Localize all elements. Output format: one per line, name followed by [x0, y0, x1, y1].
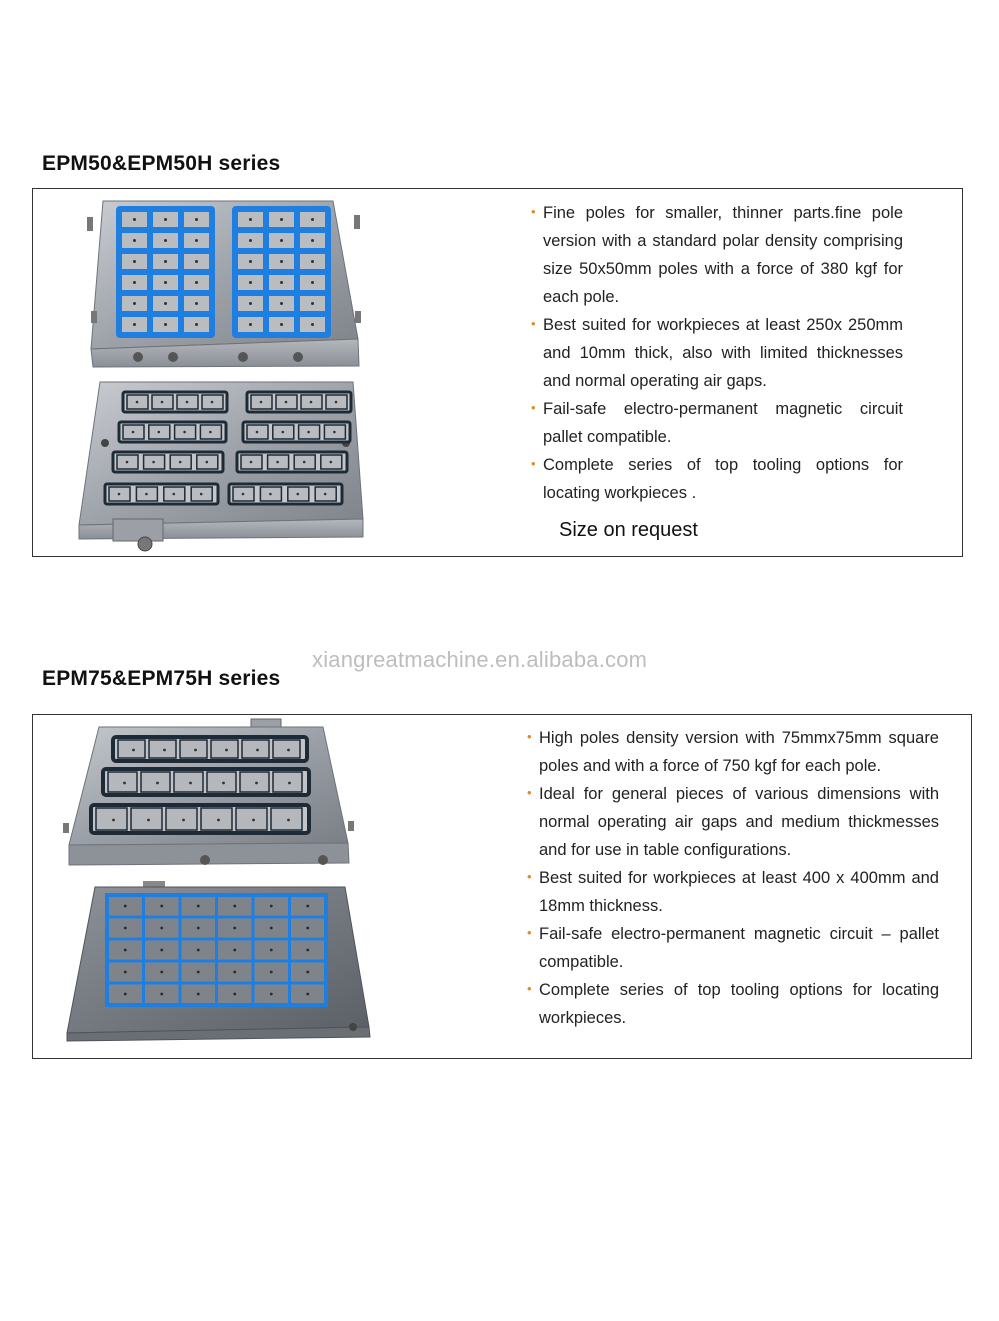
square-pole-magnetic-chuck-blue: [87, 201, 361, 367]
series-title-epm50: EPM50&EPM50H series: [42, 152, 281, 175]
grid-pole-magnetic-chuck-blue: [67, 881, 370, 1041]
feature-list-epm50: [531, 199, 903, 507]
feature-item: • Ideal for general pieces of various dimensions with normal operating air gaps and medium thickmesses and for use in table configurations.: [527, 780, 939, 864]
feature-item: • High poles density version with 75mmx75mm square poles and with a force of 750 kgf for each pole.: [527, 724, 939, 780]
chuck-images-epm50: [33, 189, 533, 555]
feature-item: • Fine poles for smaller, thinner parts.fine pole version with a standard polar density comprising size 50x50mm poles with a force of 380 kgf for each pole.: [531, 199, 903, 311]
feature-item: • Best suited for workpieces at least 250x 250mm and 10mm thick, also with limited thicknesses and normal operating air gaps.: [531, 311, 903, 395]
feature-item: • Fail-safe electro-permanent magnetic circuit – pallet compatible.: [527, 920, 939, 976]
chuck-images-epm75: [33, 715, 533, 1057]
rectangular-pole-magnetic-chuck-dark: [79, 382, 363, 551]
large-pole-magnetic-chuck-dark: [63, 719, 354, 865]
series-title-epm75: EPM75&EPM75H series: [42, 667, 281, 690]
feature-item: • Complete series of top tooling options for locating workpieces .: [531, 451, 903, 507]
product-panel-epm75: [32, 714, 972, 1059]
feature-list-epm75: [527, 724, 939, 1032]
feature-item: • Fail-safe electro-permanent magnetic circuit pallet compatible.: [531, 395, 903, 451]
feature-item: • Complete series of top tooling options for locating workpieces.: [527, 976, 939, 1032]
watermark-text: xiangreatmachine.en.alibaba.com: [312, 647, 648, 672]
size-on-request-note: Size on request: [559, 519, 698, 541]
product-panel-epm50: [32, 188, 963, 557]
feature-item: • Best suited for workpieces at least 400 x 400mm and 18mm thickness.: [527, 864, 939, 920]
